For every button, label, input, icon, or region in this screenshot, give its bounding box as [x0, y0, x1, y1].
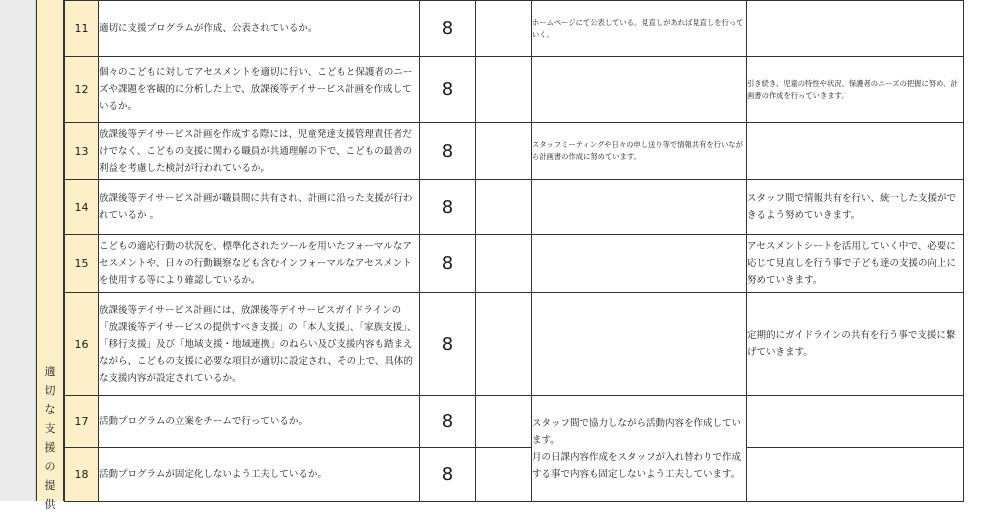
- category-char: な: [44, 403, 56, 416]
- score-cell[interactable]: 8: [420, 235, 476, 293]
- table-row: [65, 448, 964, 502]
- question-text[interactable]: 放課後等デイサービス計画には、放課後等デイサービスガイドラインの「放課後等デイサービスの提供すべき支援」の「本人支援」、「家族支援」、「移行支援」及び「地域支援・地域連携」のねらい及び支援内容も踏まえながら、こどもの支援に必要な項目が適切に設定され、その上で、具体的な支援内容が設定されているか。: [99, 293, 420, 396]
- comment-cell[interactable]: スタッフミーティングや日々の申し送り等で情報共有を行いながら計画書の作成に努めています。: [532, 123, 747, 180]
- category-label: [37, 362, 63, 514]
- table-row: [65, 235, 964, 293]
- score-cell[interactable]: 8: [420, 1, 476, 57]
- item-number: 14: [65, 180, 99, 235]
- question-text[interactable]: 活動プログラムの立案をチームで行っているか。: [99, 396, 420, 448]
- table-row: [65, 123, 964, 180]
- category-char: 援: [44, 441, 56, 454]
- improvement-cell[interactable]: [747, 1, 964, 57]
- item-number: 17: [65, 396, 99, 448]
- comment-cell[interactable]: [532, 293, 747, 396]
- comment-cell[interactable]: [532, 180, 747, 235]
- item-number: 15: [65, 235, 99, 293]
- question-text[interactable]: 適切に支援プログラムが作成、公表されているか。: [99, 1, 420, 57]
- score-cell[interactable]: 8: [420, 57, 476, 123]
- score-cell[interactable]: 8: [420, 123, 476, 180]
- evaluation-table: [64, 0, 964, 502]
- comment-cell-merged[interactable]: スタッフ間で協力しながら活動内容を作成しています。 月の日課内容作成をスタッフが入れ替わりで作成する事で内容も固定しないよう工夫しています。: [532, 396, 747, 502]
- table-row: [65, 1, 964, 57]
- table-row: [65, 396, 964, 448]
- score-cell[interactable]: 8: [420, 180, 476, 235]
- category-char: 供: [44, 498, 56, 511]
- improvement-cell[interactable]: 引き続き、児童の特性や状況、保護者のニーズの把握に努め、計画書の作成を行っていきます。: [747, 57, 964, 123]
- empty-cell[interactable]: [476, 448, 532, 502]
- question-text[interactable]: 放課後等デイサービス計画が職員間に共有され、計画に沿った支援が行われているか 。: [99, 180, 420, 235]
- category-char: の: [44, 460, 56, 473]
- empty-cell[interactable]: [476, 396, 532, 448]
- empty-cell[interactable]: [476, 293, 532, 396]
- improvement-cell[interactable]: アセスメントシートを活用していく中で、必要に応じて見直しを行う事で子ども達の支援の向上に努めていきます。: [747, 235, 964, 293]
- empty-cell[interactable]: [476, 235, 532, 293]
- question-text[interactable]: 放課後等デイサービス計画を作成する際には、児童発達支援管理責任者だけでなく、こどもの支援に関わる職員が共通理解の下で、こどもの最善の利益を考慮した検討が行われているか。: [99, 123, 420, 180]
- category-char: 提: [44, 479, 56, 492]
- comment-cell[interactable]: [532, 235, 747, 293]
- item-number: 18: [65, 448, 99, 502]
- item-number: 11: [65, 1, 99, 57]
- sheet-gutter: [0, 0, 36, 501]
- table-row: [65, 57, 964, 123]
- category-char: 支: [44, 422, 56, 435]
- category-char: 切: [44, 384, 56, 397]
- table-row: [65, 180, 964, 235]
- item-number: 12: [65, 57, 99, 123]
- score-cell[interactable]: 8: [420, 396, 476, 448]
- empty-cell[interactable]: [476, 123, 532, 180]
- comment-cell[interactable]: [532, 57, 747, 123]
- empty-cell[interactable]: [476, 57, 532, 123]
- improvement-cell[interactable]: スタッフ間で情報共有を行い、統一した支援ができるよう努めていきます。: [747, 180, 964, 235]
- category-column: [36, 0, 64, 511]
- improvement-cell[interactable]: [747, 448, 964, 502]
- category-char: 適: [44, 365, 56, 378]
- empty-cell[interactable]: [476, 180, 532, 235]
- item-number: 13: [65, 123, 99, 180]
- question-text[interactable]: 活動プログラムが固定化しないよう工夫しているか。: [99, 448, 420, 502]
- comment-cell[interactable]: ホームページにて公表している。見直しがあれば見直しを行っていく。: [532, 1, 747, 57]
- table-row: [65, 293, 964, 396]
- empty-cell[interactable]: [476, 1, 532, 57]
- score-cell[interactable]: 8: [420, 293, 476, 396]
- score-cell[interactable]: 8: [420, 448, 476, 502]
- item-number: 16: [65, 293, 99, 396]
- question-text[interactable]: こどもの適応行動の状況を、標準化されたツールを用いたフォーマルなアセスメントや、日々の行動観察なども含むインフォーマルなアセスメントを使用する等により確認しているか。: [99, 235, 420, 293]
- question-text[interactable]: 個々のこどもに対してアセスメントを適切に行い、こどもと保護者のニーズや課題を客観的に分析した上で、放課後等デイサービス計画を作成しているか。: [99, 57, 420, 123]
- improvement-cell[interactable]: [747, 123, 964, 180]
- improvement-cell[interactable]: 定期的にガイドラインの共有を行う事で支援に繋げていきます。: [747, 293, 964, 396]
- improvement-cell[interactable]: [747, 396, 964, 448]
